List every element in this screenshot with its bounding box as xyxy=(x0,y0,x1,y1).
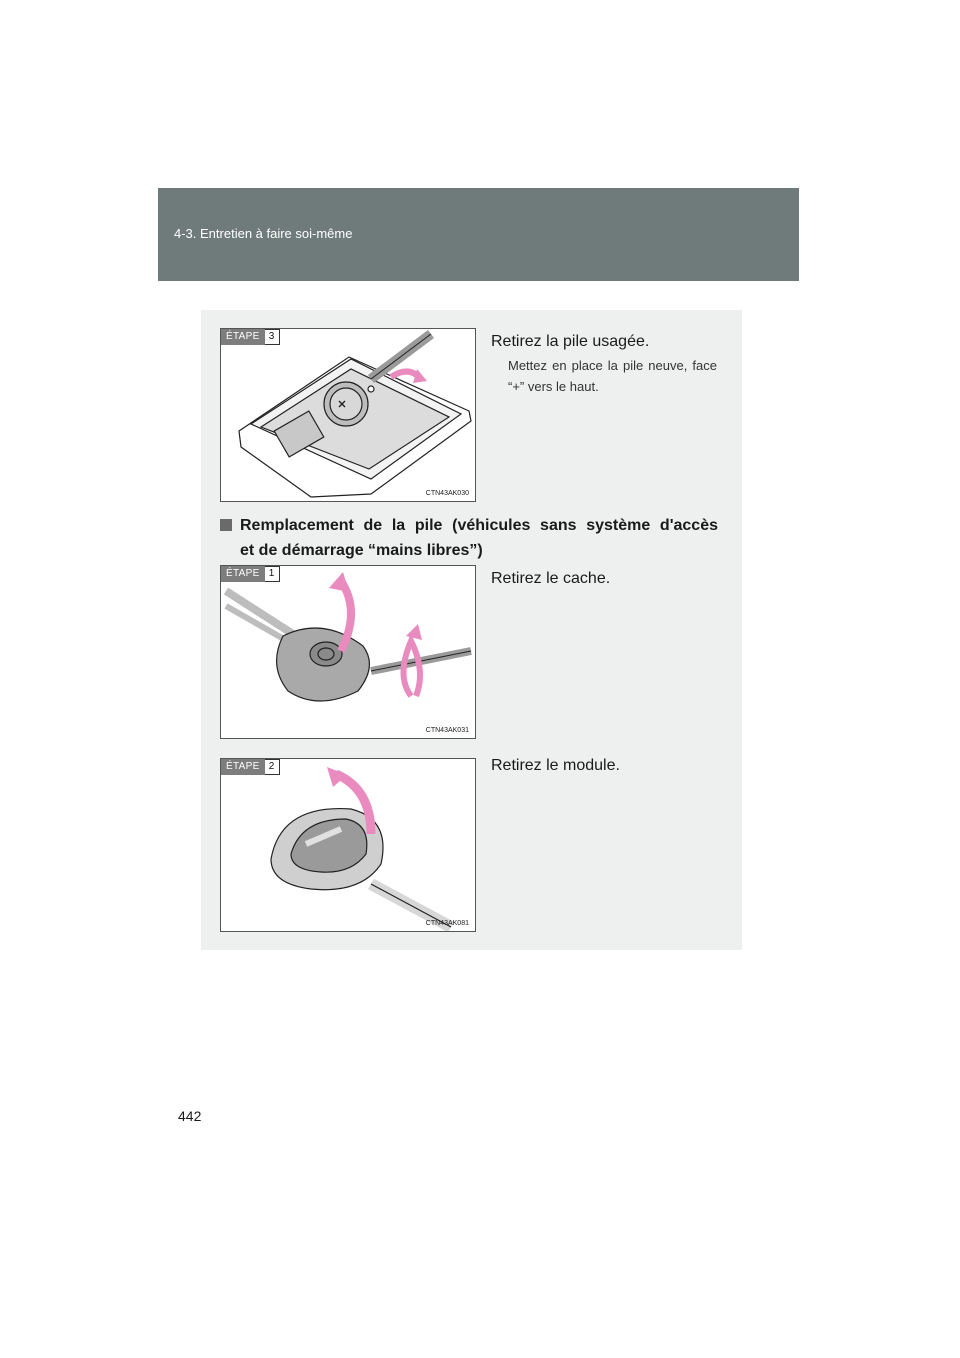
figure-step-remove-battery xyxy=(220,328,476,502)
square-bullet-icon xyxy=(220,519,232,531)
chapter-title: 4-3. Entretien à faire soi-même xyxy=(174,226,353,241)
step-badge-number: 3 xyxy=(265,329,280,345)
figure-code: CTN43AK031 xyxy=(425,727,469,734)
step-instruction: Retirez le cache. xyxy=(491,570,611,587)
figure-step-remove-cover xyxy=(220,565,476,739)
step-badge xyxy=(221,329,280,345)
step-note: Mettez en place la pile neuve, face “+” vers le haut. xyxy=(508,358,717,394)
step-instruction: Retirez la pile usagée. xyxy=(491,333,650,350)
step-badge xyxy=(221,566,280,582)
figure-code: CTN43AK030 xyxy=(425,490,469,497)
section-heading-line1: Remplacement de la pile (véhicules sans système d'accès xyxy=(240,517,718,534)
step-badge xyxy=(221,759,280,775)
battery-removal-illustration xyxy=(221,329,476,502)
step-badge-label: ÉTAPE xyxy=(221,329,265,345)
step-badge-number: 1 xyxy=(265,566,280,582)
step-badge-number: 2 xyxy=(265,759,280,775)
page-number: 442 xyxy=(178,1108,202,1124)
cover-removal-illustration xyxy=(221,566,476,739)
section-heading-line2: et de démarrage “mains libres”) xyxy=(240,542,483,559)
figure-step-remove-module xyxy=(220,758,476,932)
module-removal-illustration xyxy=(221,759,476,932)
chapter-header xyxy=(158,188,799,281)
step-badge-label: ÉTAPE xyxy=(221,566,265,582)
figure-code: CTN43AK081 xyxy=(425,920,469,927)
step-instruction: Retirez le module. xyxy=(491,757,620,774)
step-badge-label: ÉTAPE xyxy=(221,759,265,775)
